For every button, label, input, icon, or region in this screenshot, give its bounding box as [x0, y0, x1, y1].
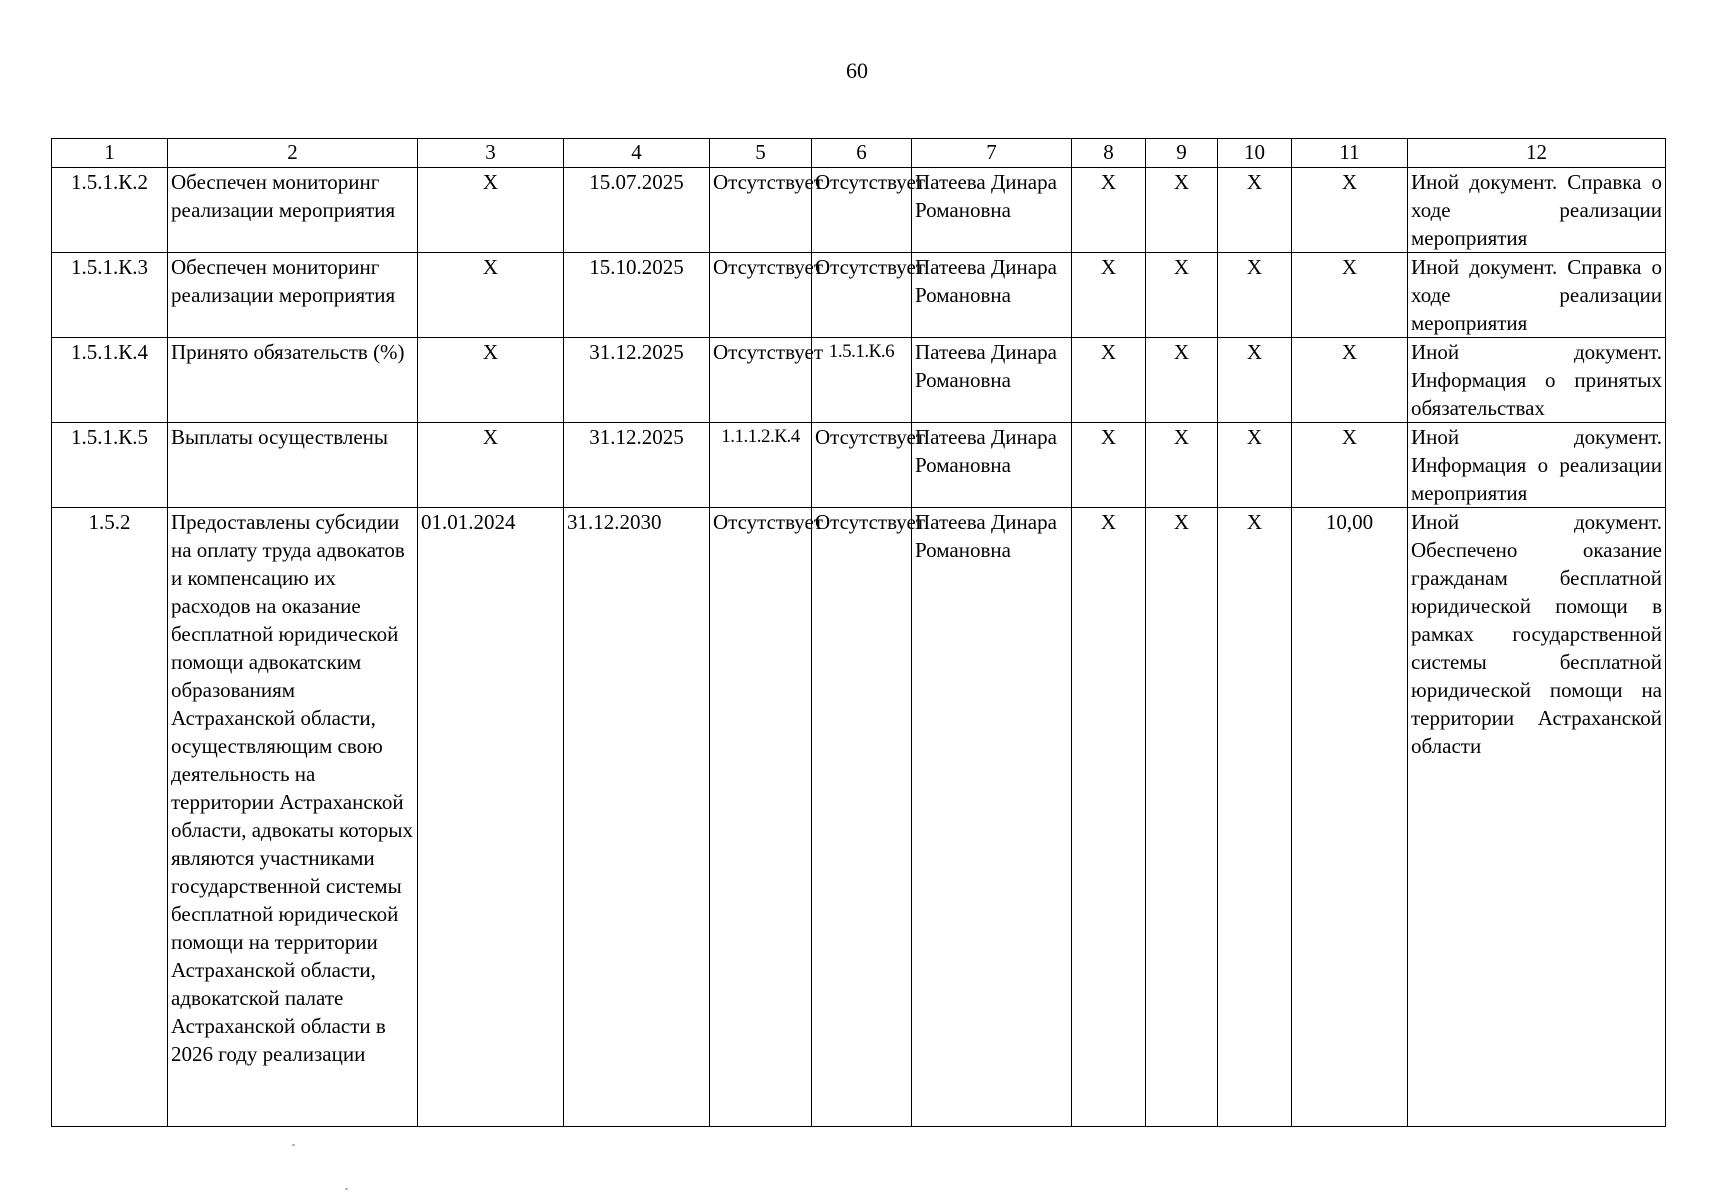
cell-col11: Х	[1292, 338, 1408, 423]
cell-col10: Х	[1218, 338, 1292, 423]
cell-col10: Х	[1218, 508, 1292, 1127]
cell-end-date: 31.12.2030	[564, 508, 710, 1127]
cell-predecessor: Отсутствует	[710, 508, 812, 1127]
cell-col9: Х	[1146, 168, 1218, 253]
cell-end-date: 31.12.2025	[564, 338, 710, 423]
cell-col8: Х	[1072, 253, 1146, 338]
cell-code: 1.5.1.К.5	[52, 423, 168, 508]
cell-code: 1.5.1.К.4	[52, 338, 168, 423]
cell-document: Иной документ. Информация о принятых обязательствах	[1408, 338, 1666, 423]
cell-col10: Х	[1218, 253, 1292, 338]
cell-responsible: Патеева Динара Романовна	[912, 253, 1072, 338]
scan-speck	[345, 1188, 348, 1190]
column-header: 11	[1292, 139, 1408, 168]
column-header: 5	[710, 139, 812, 168]
cell-code: 1.5.1.К.2	[52, 168, 168, 253]
cell-code: 1.5.1.К.3	[52, 253, 168, 338]
cell-name: Предоставлены субсидии на оплату труда адвокатов и компенсацию их расходов на оказание бесплатной юридической помощи адвокатским образованиям Астраханской области, осуществляющим свою деятельность на территории Астраханской области, адвокаты которых являются участниками государственной системы бесплатной юридической помощи на территории Астраханской области, адвокатской палате Астраханской области в 2026 году реализации	[168, 508, 418, 1127]
cell-document: Иной документ. Справка о ходе реализации мероприятия	[1408, 168, 1666, 253]
column-header: 1	[52, 139, 168, 168]
cell-col11: Х	[1292, 168, 1408, 253]
cell-responsible: Патеева Динара Романовна	[912, 338, 1072, 423]
table-header-row	[52, 139, 1666, 168]
cell-responsible: Патеева Динара Романовна	[912, 423, 1072, 508]
cell-predecessor: Отсутствует	[710, 253, 812, 338]
cell-end-date: 31.12.2025	[564, 423, 710, 508]
cell-col11: Х	[1292, 253, 1408, 338]
column-header: 4	[564, 139, 710, 168]
table-row	[52, 338, 1666, 423]
cell-name: Принято обязательств (%)	[168, 338, 418, 423]
cell-responsible: Патеева Динара Романовна	[912, 168, 1072, 253]
cell-document: Иной документ. Справка о ходе реализации мероприятия	[1408, 253, 1666, 338]
table-row	[52, 423, 1666, 508]
cell-successor: 1.5.1.К.6	[812, 338, 912, 423]
column-header: 8	[1072, 139, 1146, 168]
table-row	[52, 253, 1666, 338]
column-header: 9	[1146, 139, 1218, 168]
cell-successor: Отсутствует	[812, 168, 912, 253]
cell-col8: Х	[1072, 508, 1146, 1127]
column-header: 10	[1218, 139, 1292, 168]
cell-col11: Х	[1292, 423, 1408, 508]
cell-document: Иной документ. Обеспечено оказание гражданам бесплатной юридической помощи в рамках государственной системы бесплатной юридической помощи на территории Астраханской области	[1408, 508, 1666, 1127]
cell-start-date: Х	[418, 253, 564, 338]
cell-responsible: Патеева Динара Романовна	[912, 508, 1072, 1127]
cell-col9: Х	[1146, 508, 1218, 1127]
column-header: 3	[418, 139, 564, 168]
cell-start-date: Х	[418, 338, 564, 423]
cell-end-date: 15.07.2025	[564, 168, 710, 253]
cell-col8: Х	[1072, 423, 1146, 508]
cell-col8: Х	[1072, 168, 1146, 253]
cell-start-date: Х	[418, 168, 564, 253]
scan-speck	[292, 1144, 295, 1146]
cell-successor: Отсутствует	[812, 508, 912, 1127]
cell-col9: Х	[1146, 338, 1218, 423]
cell-col11: 10,00	[1292, 508, 1408, 1127]
column-header: 2	[168, 139, 418, 168]
cell-col9: Х	[1146, 423, 1218, 508]
cell-predecessor: Отсутствует	[710, 168, 812, 253]
cell-name: Обеспечен мониторинг реализации мероприятия	[168, 168, 418, 253]
cell-col10: Х	[1218, 423, 1292, 508]
cell-successor: Отсутствует	[812, 253, 912, 338]
cell-start-date: 01.01.2024	[418, 508, 564, 1127]
cell-col10: Х	[1218, 168, 1292, 253]
cell-end-date: 15.10.2025	[564, 253, 710, 338]
cell-name: Обеспечен мониторинг реализации мероприятия	[168, 253, 418, 338]
cell-predecessor: Отсутствует	[710, 338, 812, 423]
cell-col9: Х	[1146, 253, 1218, 338]
cell-document: Иной документ. Информация о реализации мероприятия	[1408, 423, 1666, 508]
table-row	[52, 168, 1666, 253]
document-table	[51, 138, 1666, 1127]
cell-predecessor: 1.1.1.2.К.4	[710, 423, 812, 508]
cell-code: 1.5.2	[52, 508, 168, 1127]
column-header: 12	[1408, 139, 1666, 168]
cell-start-date: Х	[418, 423, 564, 508]
page-number: 60	[846, 58, 868, 83]
cell-col8: Х	[1072, 338, 1146, 423]
column-header: 6	[812, 139, 912, 168]
table-row	[52, 508, 1666, 1127]
cell-name: Выплаты осуществлены	[168, 423, 418, 508]
column-header: 7	[912, 139, 1072, 168]
cell-successor: Отсутствует	[812, 423, 912, 508]
